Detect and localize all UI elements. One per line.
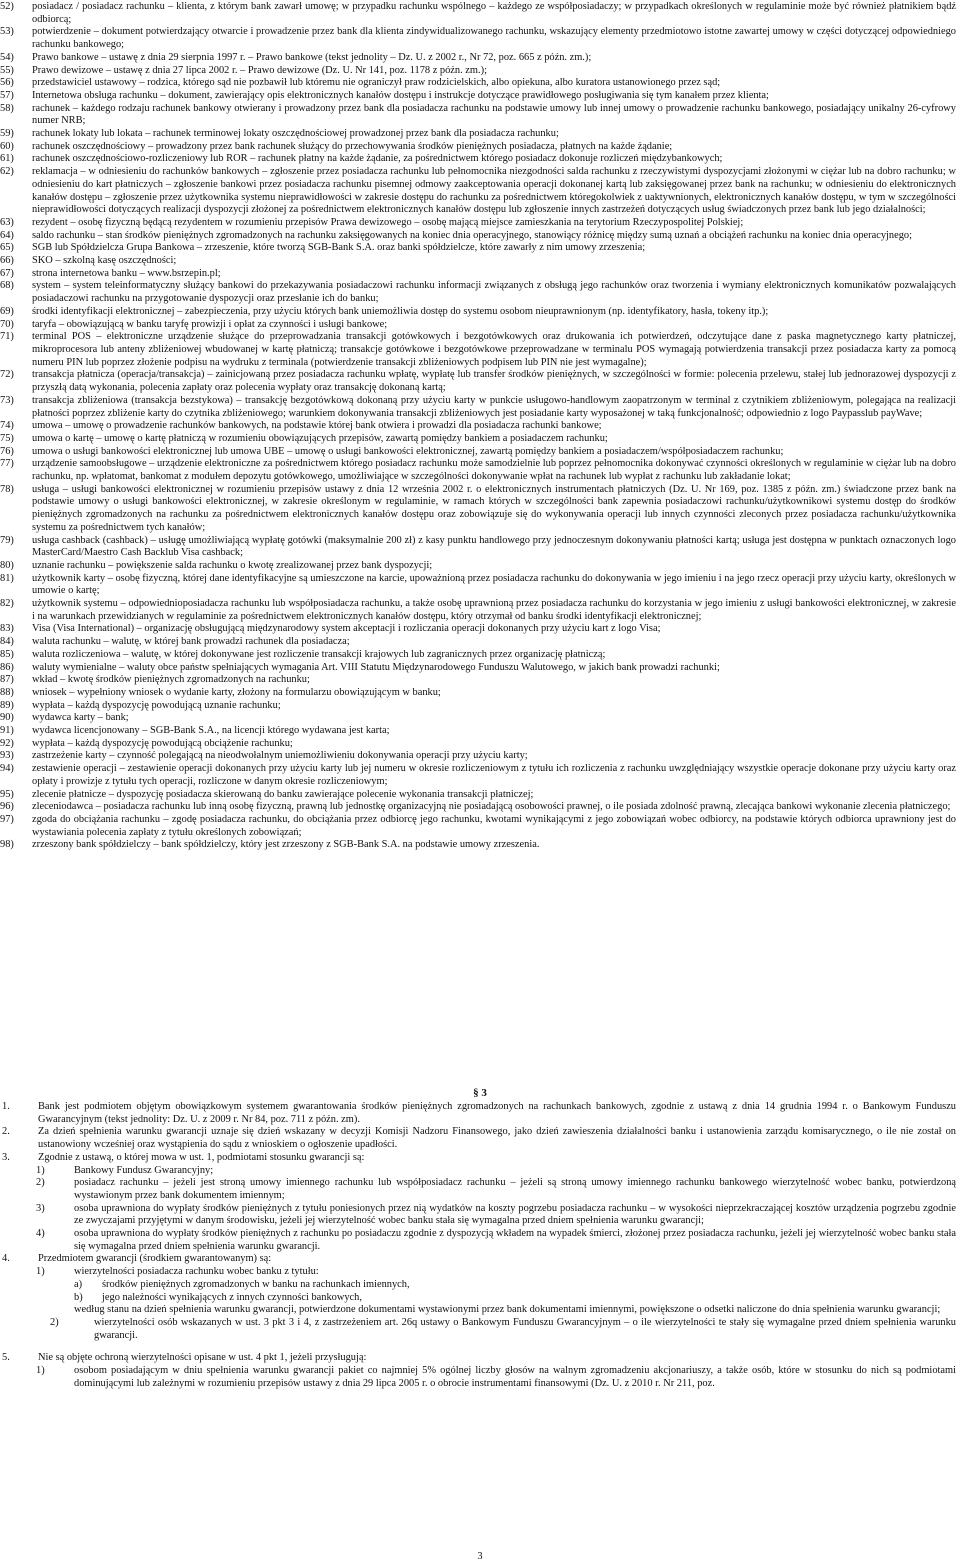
definition-text: taryfa – obowiązującą w banku taryfę prowizji i opłat za czynności i usługi bankowe; [32,318,388,330]
list-item [0,1228,960,1253]
paragraph-1 [0,1101,960,1126]
definition-number: 60) [0,140,14,152]
item-text: posiadacz rachunku – jeżeli jest stroną umowy imiennego rachunku lub współposiadacz rachunku – jeżeli są stroną umowy imiennego rachunku bankowego wierzytelność wobec banku, potwierdzoną wystawionym przez bank dokumentem imiennym; [74,1177,956,1201]
item-number: 3) [36,1202,45,1214]
definition-number: 57) [0,89,14,101]
definition-number: 76) [0,445,14,457]
definition-number: 73) [0,394,14,406]
item-text: osoba uprawniona do wypłaty środków pieniężnych z rachunku po posiadaczu zgodnie z dyspozycją wkładem na wypadek śmierci, złożonej przez posiadacza rachunku, jeżeli jej wierzytelność wobec banku stała się wymagalna przed dniem spełnienia warunku gwarancji. [74,1228,956,1252]
item-number: 4) [36,1228,45,1240]
continuation-text: według stanu na dzień spełnienia warunku gwarancji, potwierdzone dokumentami wystawionymi przez bank dokumentami imiennymi, powiększone o odsetki naliczone do dnia spełnienia warunku gwarancji; [74,1304,941,1316]
definition-text: rezydent – osobę fizyczną będącą rezydentem w rozumieniu przepisów Prawa dewizowego – osobę mającą miejsce zamieszkania na terytorium Rzeczypospolitej Polskiej; [32,216,744,228]
definition-text: zgoda do obciążania rachunku – zgodę posiadacza rachunku, do obciążania przez odbiorcę jego rachunku, kwotami wynikającymi z jego zobowiązań wobec odbiorcy, na podstawie których odbiorca uprawniony jest do wystawiania polecenia zapłaty z tytułu określonych zobowiązań; [32,814,956,838]
definition-item [0,623,960,636]
item-number: 2) [36,1177,45,1189]
definition-text: użytkownik systemu – odpowiednioposiadacza rachunku lub współposiadacza rachunku, a także osobę uprawnioną przez posiadacza rachunku do korzystania w jego imieniu z usługi bankowości elektronicznej, w zakresie i na warunkach przewidzianych w regulaminie za pośrednictwem elektronicznych kanałów dostępu, który otrzymał od banku środki identyfikacji elektronicznej; [32,598,956,622]
definition-number: 77) [0,458,14,470]
list-item [0,1266,960,1279]
definition-number: 97) [0,814,14,825]
definition-item [0,141,960,154]
definition-number: 94) [0,763,14,775]
section-3 [0,1086,960,1390]
definition-item [0,306,960,319]
definition-text: system – system teleinformatyczny służący bankowi do przekazywania posiadaczowi rachunku informacji związanych z obsługą jego rachunków oraz tworzenia i wymiany elektronicznych komunikatów pozwalających posiadaczowi rachunku na przygotowanie dyspozycji oraz przesłanie ich do banku; [32,280,956,305]
definition-item [0,458,960,483]
paragraph-number: 3. [2,1151,10,1163]
definition-item [0,369,960,394]
definitions-list [0,1,960,852]
definition-number: 95) [0,788,14,800]
definition-item [0,649,960,662]
definition-item [0,700,960,713]
definition-number: 68) [0,280,14,292]
paragraph-5 [0,1352,960,1365]
definition-item [0,712,960,725]
definition-text: wniosek – wypełniony wniosek o wydanie karty, złożony na formularzu obowiązującym w banku; [32,686,441,698]
definition-number: 56) [0,77,14,89]
definition-item [0,230,960,243]
list-item [0,1317,960,1342]
paragraph-4 [0,1253,960,1266]
definition-text: transakcja płatnicza (operacja/transakcja) – zainicjowaną przez posiadacza rachunku wpłatę, wypłatę lub transfer środków pieniężnych, w szczególności w formie: polecenia przelewu, stałej lub jednorazowej dyspozycji z przyszłą datą wykonania, polecenia zapłaty oraz polecenia wypłaty oraz transakcję dokonaną kartą; [32,369,956,394]
definition-text: posiadacz / posiadacz rachunku – klienta, z którym bank zawarł umowę; w przypadku rachunku wspólnego – każdego ze współposiadaczy; w przypadkach określonych w regulaminie może być również płatnikiem bądź odbiorcą; [32,1,956,25]
definition-item [0,331,960,369]
definition-text: usługa – usługi bankowości elektronicznej w rozumieniu przepisów ustawy z dnia 12 września 2002 r. o elektronicznych instrumentach płatniczych (Dz. U. Nr 169, poz. 1385 z późn. zm.) świadczone przez bank na podstawie umowy o usługi bankowości elektronicznej, w zakresie określonym w regulaminie, w ramach których w szczególności bank zapewnia posiadaczowi rachunku/użytkownikowi systemu dostęp do środków pieniężnych zgromadzonych na rachunku za pośrednictwem elektronicznych kanałów dostępu oraz zobowiązuje się do wykonywania operacji lub innych czynności zleconych przez posiadacza rachunku/użytkownika systemu za pośrednictwem tych kanałów; [32,483,956,533]
definition-item [0,636,960,649]
definition-text: umowa o kartę – umowę o kartę płatniczą w rozumieniu obowiązujących przepisów, zawartą pomiędzy bankiem a posiadaczem rachunku; [32,432,608,444]
definition-number: 83) [0,623,14,635]
definition-item [0,687,960,700]
definition-number: 88) [0,686,14,698]
definition-text: rachunek oszczędnościowy – prowadzony przez bank rachunek służący do przechowywania środków pieniężnych posiadacza, płatnych na każde żądanie; [32,140,673,152]
definition-item [0,598,960,623]
list-item [0,1292,960,1305]
definition-item [0,153,960,166]
paragraph-text: Przedmiotem gwarancji (środkiem gwarantowanym) są: [38,1253,272,1265]
definition-item [0,420,960,433]
definition-text: przedstawiciel ustawowy – rodzica, którego sąd nie pozbawił lub któremu nie ograniczył praw rodzicielskich, albo opiekuna, albo kuratora ustanowionego przez sąd; [32,77,721,89]
definition-text: uznanie rachunku – powiększenie salda rachunku o kwotę zrealizowanej przez bank dyspozycji; [32,559,433,571]
definition-number: 79) [0,534,14,546]
definition-text: rachunek lokaty lub lokata – rachunek terminowej lokaty oszczędnościowej prowadzonej przez bank dla posiadacza rachunku; [32,128,559,140]
definition-number: 70) [0,318,14,330]
item-text: wierzytelności osób wskazanych w ust. 3 pkt 3 i 4, z zastrzeżeniem art. 26q ustawy o Bankowym Funduszu Gwarancyjnym – o ile wierzytelności te stały się wymagalne przed dniem spełnienia warunku gwarancji. [94,1316,956,1341]
definition-number: 93) [0,750,14,762]
item-text: wierzytelności posiadacza rachunku wobec banku z tytułu: [74,1266,319,1278]
page-number: 3 [477,1551,483,1562]
definition-item [0,662,960,675]
definition-item [0,65,960,78]
item-number: 1) [36,1164,45,1176]
definition-text: zrzeszony bank spółdzielczy – bank spółdzielczy, który jest zrzeszony z SGB-Bank S.A. na podstawie umowy zrzeszenia. [32,839,540,851]
definition-number: 96) [0,801,14,813]
definition-item [0,166,960,217]
definition-number: 89) [0,699,14,711]
definition-number: 82) [0,598,14,610]
definition-number: 98) [0,839,14,851]
definition-number: 58) [0,102,14,114]
definition-item [0,280,960,305]
definition-number: 59) [0,128,14,140]
definition-number: 81) [0,572,14,584]
definition-text: reklamacja – w odniesieniu do rachunków bankowych – zgłoszenie przez posiadacza rachunku lub pełnomocnika niezgodności salda rachunku z rzeczywistymi dyspozycjami złożonymi w ciężar lub na dobro rachunku; w odniesieniu do kart płatniczych – zgłoszenie bankowi przez posiadacza rachunku pisemnej odmowy zaakceptowania operacji dokonanej kartą lub zaksięgowanej przez bank na rachunku; w odniesieniu do elektronicznych kanałów dostępu – zgłoszenie przez użytkownika systemu nieprawidłowości w zakresie dostępu do rachunku za pośrednictwem któregokolwiek z uaktywnionych, elektronicznych kanałów dostępu, w tym w szczególności nieprawidłowości dotyczących realizacji dyspozycji złożonej za pośrednictwem elektronicznych kanałów dostępu lub zgłoszenie innych zastrzeżeń dotyczących usług świadczonych przez bank lub jego działalności; [32,166,956,216]
definition-text: waluty wymienialne – waluty obce państw spełniających wymagania Art. VIII Statutu Międzynarodowego Funduszu Walutowego, w jakich bank prowadzi rachunki; [32,661,720,673]
definition-text: umowa – umowę o prowadzenie rachunków bankowych, na podstawie której bank otwiera i prowadzi dla posiadacza rachunki bankowe; [32,420,602,432]
paragraph-3-items [0,1165,960,1254]
item-text: osobom posiadającym w dniu spełnienia warunku gwarancji pakiet co najmniej 5% ogólnej liczby głosów na walnym zgromadzeniu akcjonariuszy, a także osób, które w stosunku do nich są podmiotami dominującymi lub zależnymi w rozumieniu przepisów ustawy z dnia 29 lipca 2005 r. o obrocie instrumentami finansowymi (Dz. U. z 2010 r. Nr 211, poz. [74,1365,956,1389]
definition-item [0,814,960,839]
definition-text: SGB lub Spółdzielcza Grupa Bankowa – zrzeszenie, które tworzą SGB-Bank S.A. oraz banki spółdzielcze, które zawarły z nim umowy zrzeszenia; [32,242,646,254]
list-item [0,1177,960,1202]
definition-number: 85) [0,648,14,660]
definition-item [0,789,960,802]
paragraph-text: Bank jest podmiotem objętym obowiązkowym systemem gwarantowania środków pieniężnych zgromadzonych na rachunkach bankowych, zgodnie z ustawą z dnia 14 grudnia 1994 r. o Bankowym Funduszu Gwarancyjnym (tekst jednolity: Dz. U. z 2009 r. Nr 84, poz. 711 z późn. zm). [38,1101,956,1125]
paragraph-number: 2. [2,1126,10,1138]
paragraph-text: Za dzień spełnienia warunku gwarancji uznaje się dzień wskazany w decyzji Komisji Nadzoru Finansowego, jako dzień zawieszenia działalności banku i ustanowienia zarządu komisarycznego, o ile nie został on ustanowiony wcześniej oraz wystąpienia do sądu z wnioskiem o ogłoszenie upadłości. [38,1126,956,1151]
paragraph-number: 4. [2,1253,10,1265]
definition-text: środki identyfikacji elektronicznej – zabezpieczenia, przy użyciu których bank uniemożliwia dostęp do systemu osobom nieuprawnionym (np. identyfikatory, hasła, tokeny itp.); [32,305,769,317]
definition-item [0,103,960,128]
definition-number: 90) [0,712,14,724]
definition-item [0,128,960,141]
definition-item [0,255,960,268]
item-letter: a) [74,1278,83,1290]
definition-item [0,90,960,103]
definition-text: wkład – kwotę środków pieniężnych zgromadzonych na rachunku; [32,674,310,686]
item-number: 1) [36,1365,45,1377]
definition-item [0,77,960,90]
definition-text: SKO – szkolną kasę oszczędności; [32,255,177,267]
definition-text: strona internetowa banku – www.bsrzepin.pl; [32,267,221,279]
definition-item [0,1,960,26]
definition-item [0,319,960,332]
definition-text: zastrzeżenie karty – czynność polegającą na nieodwołalnym uniemożliwieniu dokonywania operacji przy użyciu karty; [32,750,528,762]
definition-number: 54) [0,51,14,63]
definition-number: 53) [0,26,14,38]
definition-text: wydawca karty – bank; [32,712,129,724]
definition-number: 61) [0,153,14,165]
definition-number: 52) [0,1,14,12]
definition-item [0,839,960,852]
item-letter: b) [74,1291,83,1303]
definition-text: wypłata – każdą dyspozycję powodującą obciążenie rachunku; [32,737,293,749]
definition-item [0,801,960,814]
definition-text: Visa (Visa International) – organizację obsługującą międzynarodowy system akceptacji i rozliczania operacji dokonanych przy użyciu kart z logo Visa; [32,623,661,635]
definition-number: 80) [0,559,14,571]
definition-text: Internetowa obsługa rachunku – dokument, zawierający opis elektronicznych kanałów dostępu i instrukcje dotyczące prawidłowego posługiwania się tym kanałem przez klienta; [32,89,769,101]
definition-text: waluta rachunku – walutę, w której bank prowadzi rachunek dla posiadacza; [32,636,350,648]
definition-number: 91) [0,725,14,737]
definition-number: 92) [0,737,14,749]
item-text: osoba uprawniona do wypłaty środków pieniężnych z tytułu poniesionych przez nią wydatków na koszty pogrzebu posiadacza rachunku – w wysokości nieprzekraczającej kosztów urządzenia pogrzebu zgodnie ze zwyczajami przyjętymi w danym środowisku, jeżeli jej wierzytelność wobec banku stała się wymagalna przed dniem spełnienia warunku gwarancji; [74,1202,956,1227]
paragraph-number: 5. [2,1352,10,1364]
paragraph-text: Zgodnie z ustawą, o której mowa w ust. 1, podmiotami stosunku gwarancji są: [38,1151,365,1163]
definition-number: 87) [0,674,14,686]
definition-text: zlecenie płatnicze – dyspozycję posiadacza skierowaną do banku zawierające polecenie wykonania transakcji płatniczej; [32,788,534,800]
definition-number: 63) [0,216,14,228]
definition-item [0,560,960,573]
definition-number: 67) [0,267,14,279]
definition-item [0,446,960,459]
definition-number: 86) [0,661,14,673]
definition-text: zestawienie operacji – zestawienie operacji dokonanych przy użyciu karty lub jej numeru w okresie rozliczeniowym z tytułu ich rozliczenia z rachunku uwzględniający wszystkie operacje dokonane przy użyciu karty oraz opłaty i prowizje z tytułu tych operacji, rozliczone w danym okresie rozliczeniowym; [32,763,956,787]
definition-number: 75) [0,432,14,444]
definition-number: 78) [0,483,14,495]
definition-text: rachunek oszczędnościowo-rozliczeniowy lub ROR – rachunek płatny na każde żądanie, za pośrednictwem którego posiadacz dokonuje rozliczeń międzybankowych; [32,153,723,165]
section-heading: § 3 [473,1087,487,1099]
definition-text: usługa cashback (cashback) – usługę umożliwiającą wypłatę gotówki (maksymalnie 200 zł) z kasy punktu handlowego przy jednoczesnym dokonywaniu płatności kartą; usługa jest dostępna w punktach oznaczonych logo MasterCard/Maestro Cash Backlub Visa cashback; [32,534,956,559]
definition-text: saldo rachunku – stan środków pieniężnych zgromadzonych na rachunku zaksięgowanych na koniec dnia operacyjnego, stanowiący różnicę między sumą uznań a obciążeń rachunku na koniec dnia operacyjnego; [32,229,912,241]
definition-item [0,535,960,560]
paragraph-text: Nie są objęte ochroną wierzytelności opisane w ust. 4 pkt 1, jeżeli przysługują: [38,1352,367,1364]
definition-text: waluta rozliczeniowa – walutę, w której dokonywane jest rozliczenie transakcji krajowych lub zagranicznych przez organizację płatniczą; [32,648,606,660]
definition-number: 71) [0,331,14,343]
list-item [0,1365,960,1390]
definition-item [0,433,960,446]
definition-item [0,268,960,281]
definition-text: Prawo dewizowe – ustawę z dnia 27 lipca 2002 r. – Prawo dewizowe (Dz. U. Nr 141, poz. 1178 z późn. zm.); [32,64,487,76]
definition-number: 64) [0,229,14,241]
definition-number: 55) [0,64,14,76]
definition-item [0,725,960,738]
definition-text: transakcja zbliżeniowa (transakcja bezstykowa) – transakcję bezgotówkową dokonaną przy użyciu karty w punkcie usługowo-handlowym zaopatrzonym w terminal z czytnikiem zbliżeniowym, polegająca na realizacji płatności poprzez zbliżenie karty do czytnika zbliżeniowego; warunkiem dokonywania transakcji zbliżeniowych jest posiadanie karty wyposażonej w taką funkcjonalność; odpowiednio z logo Paypasslub payWave; [32,394,956,419]
definition-text: urządzenie samoobsługowe – urządzenie elektroniczne za pośrednictwem którego posiadacz rachunku może samodzielnie lub poprzez pełnomocnika dokonywać czynności określonych w regulaminie w ciężar lub na dobro rachunku, np. wpłatomat, bankomat z modułem depozytu gotówkowego, umożliwiające w szczególności dokonywanie wpłat na rachunek lub wypłat z rachunku lub zakładanie lokat; [32,458,956,483]
definition-item [0,763,960,788]
definition-item [0,738,960,751]
definition-text: rachunek – każdego rodzaju rachunek bankowy otwierany i prowadzony przez bank dla posiadacza rachunku na podstawie umowy lub innej umowy o prowadzenie rachunku bankowego, posiadający unikalny 26-cyfrowy numer NRB; [32,102,956,127]
definition-number: 65) [0,242,14,254]
item-text: jego należności wynikających z innych czynności bankowych, [102,1291,362,1303]
definition-number: 62) [0,166,14,178]
item-text: środków pieniężnych zgromadzonych w banku na rachunkach imiennych, [102,1278,410,1290]
paragraph-number: 1. [2,1101,10,1112]
definition-item [0,674,960,687]
definition-item [0,242,960,255]
definition-text: Prawo bankowe – ustawę z dnia 29 sierpnia 1997 r. – Prawo bankowe (tekst jednolity – Dz. U. z 2002 r., Nr 72, poz. 665 z późn. zm.); [32,51,592,63]
definition-number: 84) [0,636,14,648]
definition-text: wydawca licencjonowany – SGB-Bank S.A., na licencji którego wydawana jest karta; [32,725,390,737]
item-number: 2) [50,1316,59,1328]
definition-number: 72) [0,369,14,381]
item-number: 1) [36,1266,45,1278]
definition-text: potwierdzenie – dokument potwierdzający otwarcie i prowadzenie przez bank dla klienta zindywidualizowanego rachunku, wskazujący elementy przedmiotowo istotne zawartej umowy w części dotyczącej odpowiedniego rachunku bankowego; [32,26,956,51]
list-item [0,1165,960,1178]
definition-number: 69) [0,305,14,317]
list-item [0,1279,960,1292]
item-text: Bankowy Fundusz Gwarancyjny; [74,1164,214,1176]
definition-item [0,573,960,598]
paragraph-3 [0,1152,960,1165]
definition-item [0,750,960,763]
definition-item [0,395,960,420]
definition-item [0,52,960,65]
definition-item [0,484,960,535]
definition-text: umowa o usługi bankowości elektronicznej lub umowa UBE – umowę o usługi bankowości elektronicznej, zawartą pomiędzy bankiem a posiadaczem/współposiadaczem rachunku; [32,445,784,457]
definition-number: 74) [0,420,14,432]
definition-item [0,217,960,230]
paragraph-2 [0,1126,960,1151]
definition-item [0,26,960,51]
definition-text: terminal POS – elektroniczne urządzenie służące do przeprowadzania transakcji gotówkowych i bezgotówkowych oraz drukowania ich potwierdzeń, odczytujące dane z paska magnetycznego karty płatniczej, mikroprocesora lub anteny zbliżeniowej wbudowanej w kartę płatniczą; transakcje gotówkowe i bezgotówkowe przeprowadzane w terminalu POS wymagają potwierdzenia transakcji przez posiadacza karty za pomocą numeru PIN lub poprzez złożenie podpisu na wydruku z terminala (potwierdzenie transakcji zbliżeniowych podpisem lub PIN nie jest wymagalne); [32,331,956,368]
definition-text: wypłata – każdą dyspozycję powodującą uznanie rachunku; [32,699,281,711]
definition-number: 66) [0,255,14,267]
list-item [0,1203,960,1228]
definition-text: zleceniodawca – posiadacza rachunku lub inną osobę fizyczną, prawną lub jednostkę organizacyjną nie posiadającą osobowości prawnej, o ile posiada zdolność prawną, zlecająca bankowi wykonanie zlecenia płatniczego; [32,801,951,813]
definition-text: użytkownik karty – osobę fizyczną, której dane identyfikacyjne są umieszczone na karcie, upoważnioną przez posiadacza rachunku do dokonywania w jego imieniu i na jego rzecz operacji przy użyciu karty, określonych w umowie o kartę; [32,572,956,597]
